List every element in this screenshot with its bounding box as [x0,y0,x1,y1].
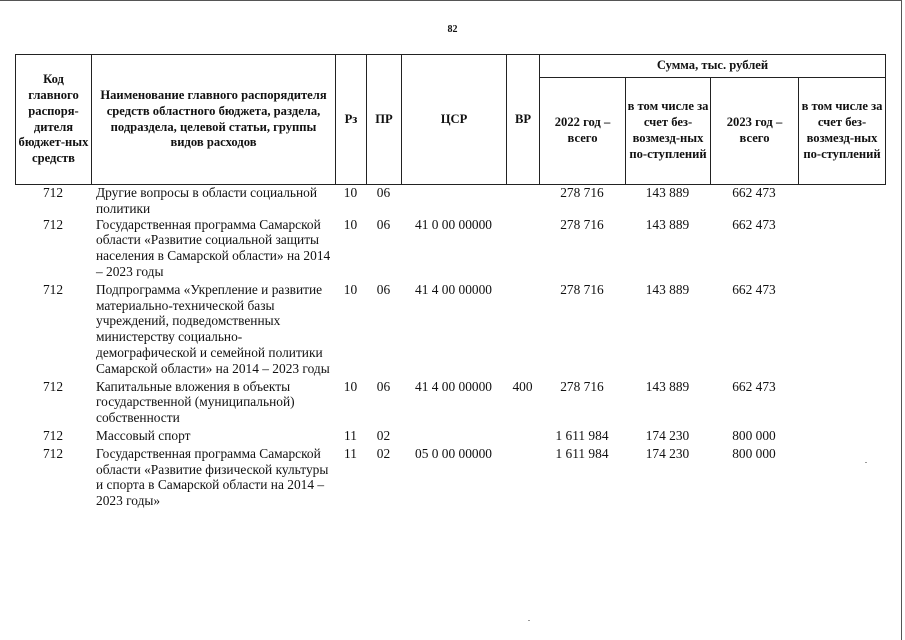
cell-csr: 41 4 00 00000 [415,378,492,394]
header-2022-gratis: в том числе за счет без-возмезд-ных по-ступлений [626,78,711,185]
cell-code: 712 [42,427,64,443]
cell-pr: 06 [376,185,391,200]
cell-y2022-total: 278 716 [560,216,604,232]
cell-rz: 10 [343,281,358,297]
header-2023-total: 2023 год – всего [711,78,799,185]
cell-code: 712 [42,378,64,394]
header-rz: Рз [336,55,367,185]
table-row [15,446,885,509]
cell-name: Государственная программа Самарской области «Развитие социальной защиты населения в Самарской области» на 2014 – 2023 годы [96,216,331,279]
table-body [15,185,885,509]
table-row [15,282,885,379]
page-number: 82 [447,24,458,35]
cell-y2023-gratis [798,185,885,217]
cell-csr: 41 4 00 00000 [415,281,492,297]
cell-y2023-total: 662 473 [732,281,776,297]
cell-pr: 02 [376,427,391,443]
cell-name: Подпрограмма «Укрепление и развитие материально-технической базы учреждений, подведомственных министерству социально-демографической и семейной политики Самарской области» на 2014 – 2023 годы [96,281,330,376]
cell-y2022-gratis: 174 230 [645,427,690,443]
table-row [15,185,885,217]
cell-y2022-gratis: 143 889 [645,185,690,200]
table-row [15,217,885,282]
cell-y2022-gratis: 143 889 [645,378,690,394]
scan-speck [528,620,530,621]
cell-vr [506,185,539,217]
header-csr: ЦСР [402,55,507,185]
cell-y2022-gratis: 143 889 [645,216,690,232]
header-pr: ПР [367,55,402,185]
header-2022-total: 2022 год – всего [540,78,626,185]
header-vr: ВР [507,55,540,185]
cell-csr: 41 0 00 00000 [415,216,492,232]
cell-vr [506,217,539,282]
cell-name: Капитальные вложения в объекты государственной (муниципальной) собственности [96,378,295,426]
cell-name: Массовый спорт [96,427,191,443]
scan-speck [865,462,867,463]
cell-name: Государственная программа Самарской области «Развитие физической культуры и спорта в Самарской области на 2014 – 2023 годы» [96,445,329,509]
header-sum-group: Сумма, тыс. рублей [540,55,886,78]
cell-pr: 02 [376,445,391,461]
cell-y2023-total: 662 473 [732,185,776,200]
cell-y2022-gratis: 143 889 [645,281,690,297]
cell-vr [506,282,539,379]
cell-y2023-total: 662 473 [732,378,776,394]
cell-y2022-total: 278 716 [560,185,604,200]
cell-y2023-gratis [798,446,885,509]
header-code: Код главного распоря-дителя бюджет-ных средств [16,55,92,185]
cell-rz: 10 [343,378,358,394]
cell-pr: 06 [376,281,391,297]
cell-vr [506,428,539,446]
cell-vr [506,446,539,509]
cell-y2022-total: 1 611 984 [555,445,609,461]
header-name: Наименование главного распорядителя средств областного бюджета, раздела, подраздела, целевой статьи, группы видов расходов [92,55,336,185]
table-row [15,428,885,446]
cell-rz: 10 [343,185,358,200]
cell-pr: 06 [376,378,391,394]
cell-code: 712 [42,445,64,461]
table-header [15,54,886,185]
cell-y2022-total: 1 611 984 [555,427,609,443]
cell-y2023-total: 662 473 [732,216,776,232]
cell-y2023-gratis [798,217,885,282]
cell-csr [401,428,506,446]
cell-name: Другие вопросы в области социальной политики [96,185,318,216]
page-frame-right [901,0,902,640]
cell-csr: 05 0 00 00000 [415,445,492,461]
cell-rz: 11 [344,445,357,461]
cell-y2023-gratis [798,379,885,428]
page-frame-top [0,0,902,1]
cell-y2023-total: 800 000 [732,427,776,443]
header-2023-gratis: в том числе за счет без-возмезд-ных по-ступлений [799,78,886,185]
cell-y2022-total: 278 716 [560,281,604,297]
cell-vr: 400 [512,378,533,394]
cell-rz: 10 [343,216,358,232]
cell-y2022-gratis: 174 230 [645,445,690,461]
cell-csr [401,185,506,217]
cell-rz: 11 [344,427,357,443]
cell-y2023-gratis [798,428,885,446]
cell-code: 712 [42,216,64,232]
cell-y2023-total: 800 000 [732,445,776,461]
cell-code: 712 [42,281,64,297]
cell-y2023-gratis [798,282,885,379]
cell-code: 712 [42,185,64,200]
cell-pr: 06 [376,216,391,232]
cell-y2022-total: 278 716 [560,378,604,394]
table-row [15,379,885,428]
